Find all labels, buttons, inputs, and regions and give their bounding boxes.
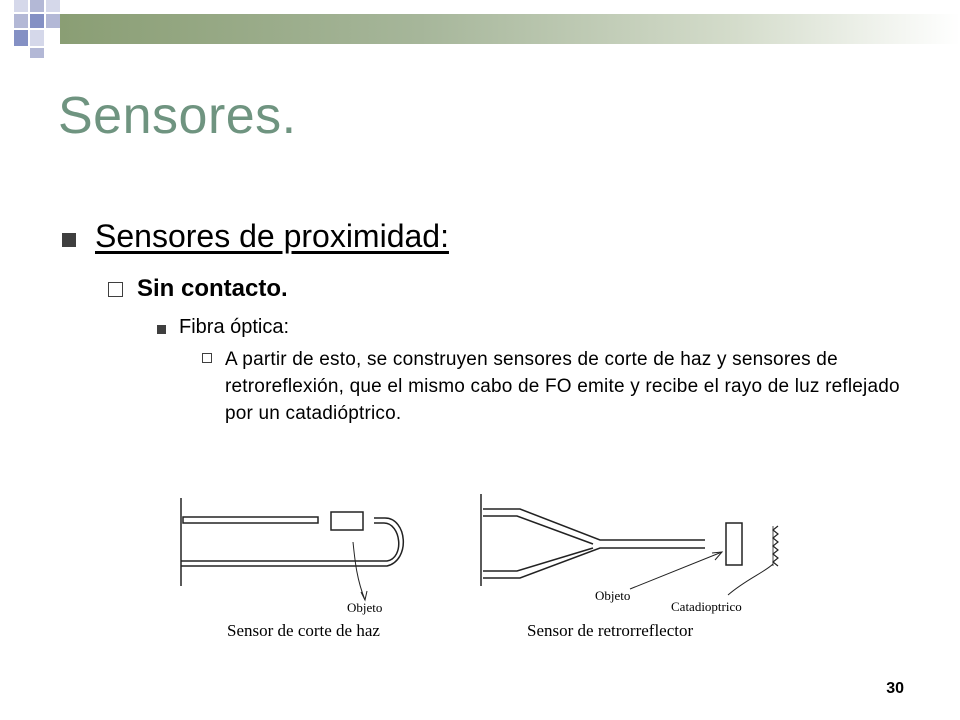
right-caption: Sensor de retrorreflector: [527, 621, 694, 640]
bullet-level-4-text: A partir de esto, se construyen sensores de corte de haz y sensores de retroreflexión, que el mismo cabo de FO emite y recibe el rayo de luz reflejado por un catadióptrico.: [225, 349, 900, 424]
bullet-level-3-text: Fibra óptica:: [179, 316, 290, 338]
bullet-level-2: [108, 275, 288, 303]
right-object-label: Objeto: [595, 588, 631, 603]
bullet-level-2-text: Sin contacto.: [137, 275, 288, 302]
square-bullet-icon: [62, 233, 76, 247]
left-object-label: Objeto: [347, 600, 383, 615]
slide-title: Sensores.: [58, 87, 297, 145]
hollow-square-bullet-icon: [202, 353, 212, 363]
page-number: 30: [886, 680, 904, 697]
bullet-level-1-text: Sensores de proximidad:: [95, 218, 449, 254]
left-caption: Sensor de corte de haz: [227, 621, 380, 640]
square-bullet-icon: [157, 325, 166, 334]
bullet-level-4: [202, 346, 902, 427]
header-gradient-bar: [60, 14, 960, 44]
right-reflector-label: Catadioptrico: [671, 599, 742, 614]
fiber-sensors-diagram: [175, 490, 795, 650]
bullet-level-1: [62, 218, 449, 255]
bullet-level-3: [157, 316, 289, 339]
hollow-square-bullet-icon: [108, 282, 123, 297]
